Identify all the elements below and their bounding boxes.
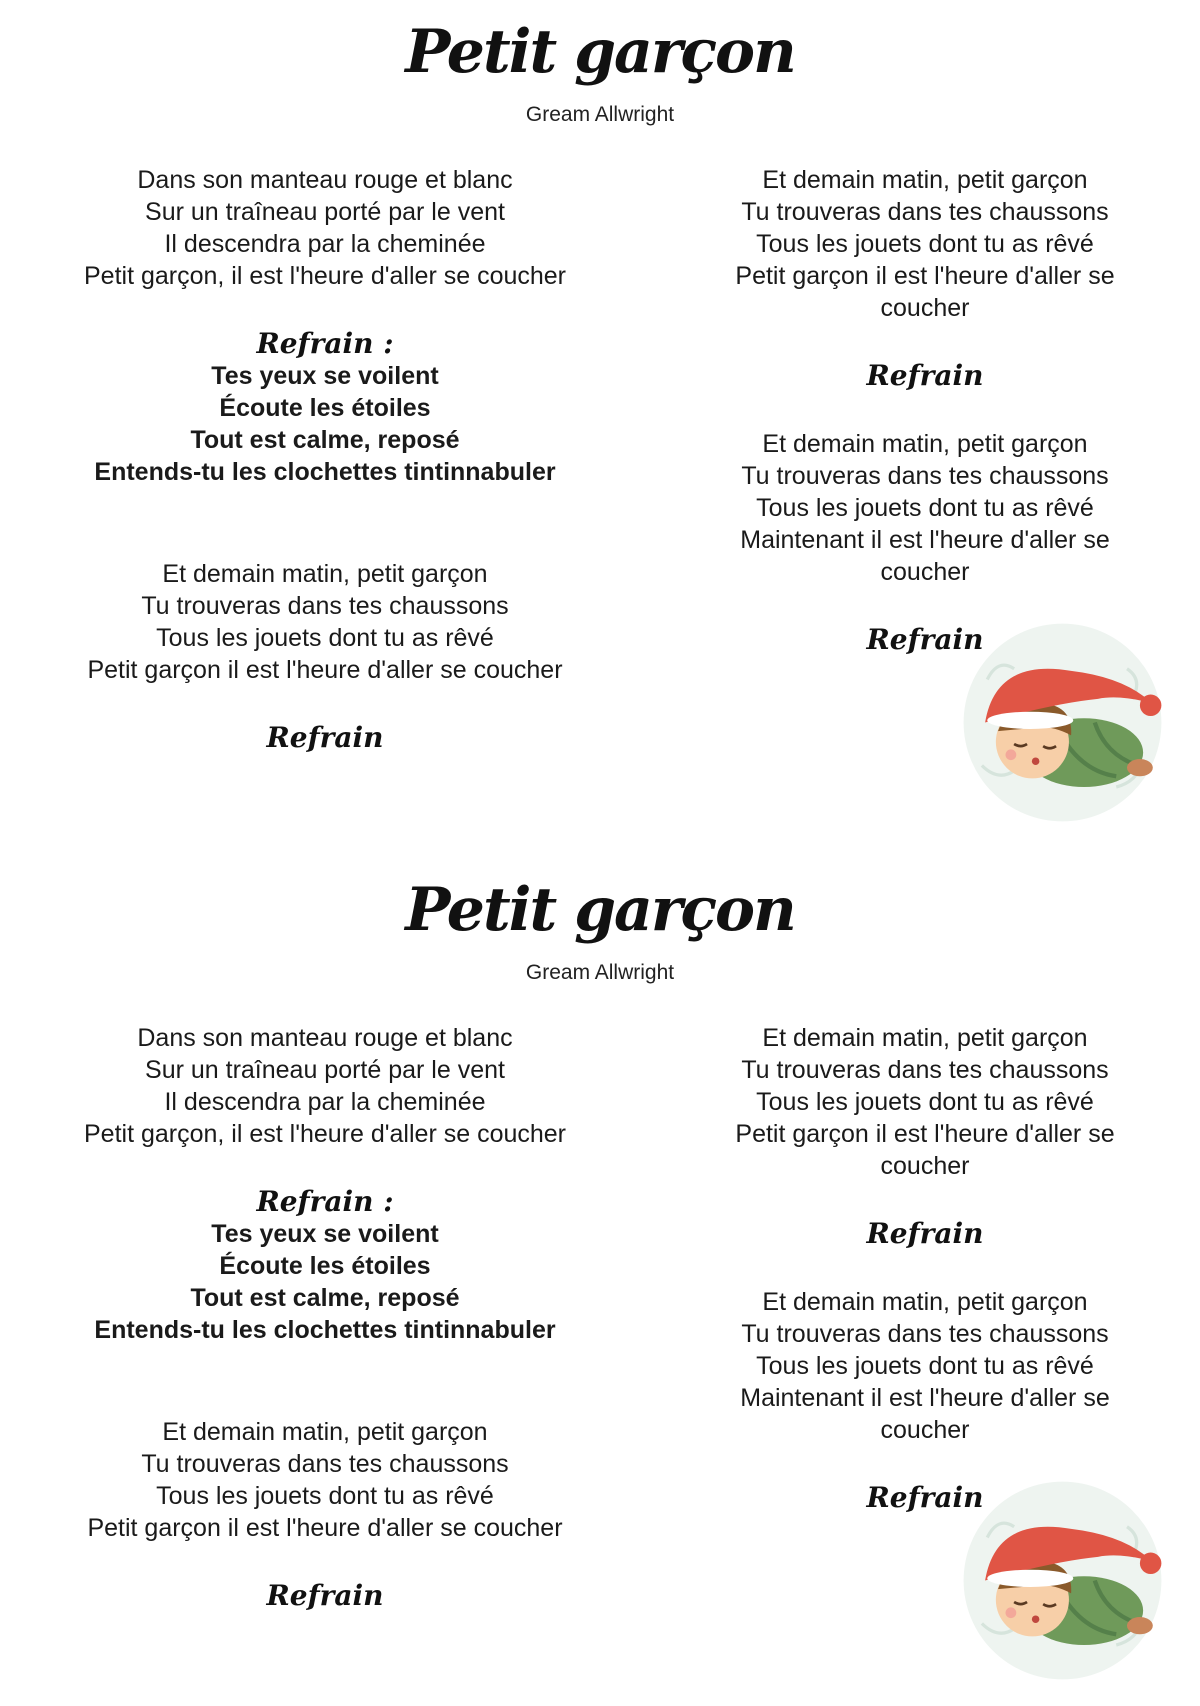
verse-1 [40,1022,610,1150]
lyric-line: Tous les jouets dont tu as rêvé [156,1482,494,1510]
sleeping-elf-icon [955,615,1170,830]
lyric-line: coucher [880,1152,970,1180]
lyric-line: coucher [880,558,970,586]
lyric-line: Tous les jouets dont tu as rêvé [756,230,1094,258]
verse-3 [695,164,1155,324]
lyric-line: Dans son manteau rouge et blanc [137,166,513,194]
lyric-line: Petit garçon il est l'heure d'aller se [735,262,1115,290]
left-column [40,164,610,754]
verse-3 [695,1022,1155,1182]
refrain [40,1218,610,1346]
lyric-line: Tous les jouets dont tu as rêvé [756,1352,1094,1380]
lyric-line: Sur un traîneau porté par le vent [145,1056,505,1084]
song-title: Petit garçon [405,17,795,87]
lyric-line: coucher [880,1416,970,1444]
lyric-line: Il descendra par la cheminée [164,1088,486,1116]
lyric-line: Il descendra par la cheminée [164,230,486,258]
lyric-line: Et demain matin, petit garçon [762,430,1088,458]
lyric-line: Et demain matin, petit garçon [762,1288,1088,1316]
song-sheet-bottom [0,858,1200,1706]
lyric-line: Tu trouveras dans tes chaussons [741,1320,1109,1348]
lyric-line: Tous les jouets dont tu as rêvé [156,624,494,652]
refrain-line: Tout est calme, reposé [190,1284,460,1312]
song-author: Gream Allwright [525,961,675,984]
left-column [40,1022,610,1612]
lyric-line: Sur un traîneau porté par le vent [145,198,505,226]
lyric-line: Petit garçon il est l'heure d'aller se coucher [87,656,563,684]
refrain-line: Tout est calme, reposé [190,426,460,454]
verse-2 [40,1416,610,1544]
refrain-line: Tes yeux se voilent [211,1220,439,1248]
refrain-line: Écoute les étoiles [219,1252,431,1280]
lyric-line: Et demain matin, petit garçon [762,1024,1088,1052]
song-sheet-top [0,0,1200,848]
refrain-line: Entends-tu les clochettes tintinnabuler [94,458,556,486]
refrain-label: Refrain [866,623,984,656]
refrain-heading: Refrain : [256,327,394,360]
lyric-line: Tu trouveras dans tes chaussons [141,1450,509,1478]
lyric-line: Dans son manteau rouge et blanc [137,1024,513,1052]
refrain-line: Tes yeux se voilent [211,362,439,390]
lyric-line: Petit garçon, il est l'heure d'aller se coucher [83,262,567,290]
lyric-line: Petit garçon il est l'heure d'aller se [735,1120,1115,1148]
lyric-line: Et demain matin, petit garçon [162,1418,488,1446]
lyric-line: Et demain matin, petit garçon [762,166,1088,194]
lyric-line: Tous les jouets dont tu as rêvé [756,1088,1094,1116]
refrain-label: Refrain [866,359,984,392]
lyric-line: Et demain matin, petit garçon [162,560,488,588]
refrain-label: Refrain [266,721,384,754]
sleeping-elf-icon [955,1473,1170,1688]
lyric-line: Tu trouveras dans tes chaussons [741,198,1109,226]
verse-2 [40,558,610,686]
verse-4 [695,1286,1155,1446]
refrain-heading: Refrain : [256,1185,394,1218]
refrain-line: Écoute les étoiles [219,394,431,422]
lyric-line: coucher [880,294,970,322]
refrain [40,360,610,488]
lyric-line: Maintenant il est l'heure d'aller se [740,526,1110,554]
refrain-label: Refrain [266,1579,384,1612]
right-column [695,1022,1155,1514]
verse-1 [40,164,610,292]
refrain-line: Entends-tu les clochettes tintinnabuler [94,1316,556,1344]
lyric-line: Tu trouveras dans tes chaussons [141,592,509,620]
right-column [695,164,1155,656]
lyric-line: Tous les jouets dont tu as rêvé [756,494,1094,522]
verse-4 [695,428,1155,588]
lyric-line: Petit garçon il est l'heure d'aller se coucher [87,1514,563,1542]
song-title: Petit garçon [405,875,795,945]
lyric-line: Tu trouveras dans tes chaussons [741,1056,1109,1084]
song-author: Gream Allwright [525,103,675,126]
lyric-line: Petit garçon, il est l'heure d'aller se coucher [83,1120,567,1148]
lyric-line: Tu trouveras dans tes chaussons [741,462,1109,490]
refrain-label: Refrain [866,1481,984,1514]
lyric-line: Maintenant il est l'heure d'aller se [740,1384,1110,1412]
refrain-label: Refrain [866,1217,984,1250]
